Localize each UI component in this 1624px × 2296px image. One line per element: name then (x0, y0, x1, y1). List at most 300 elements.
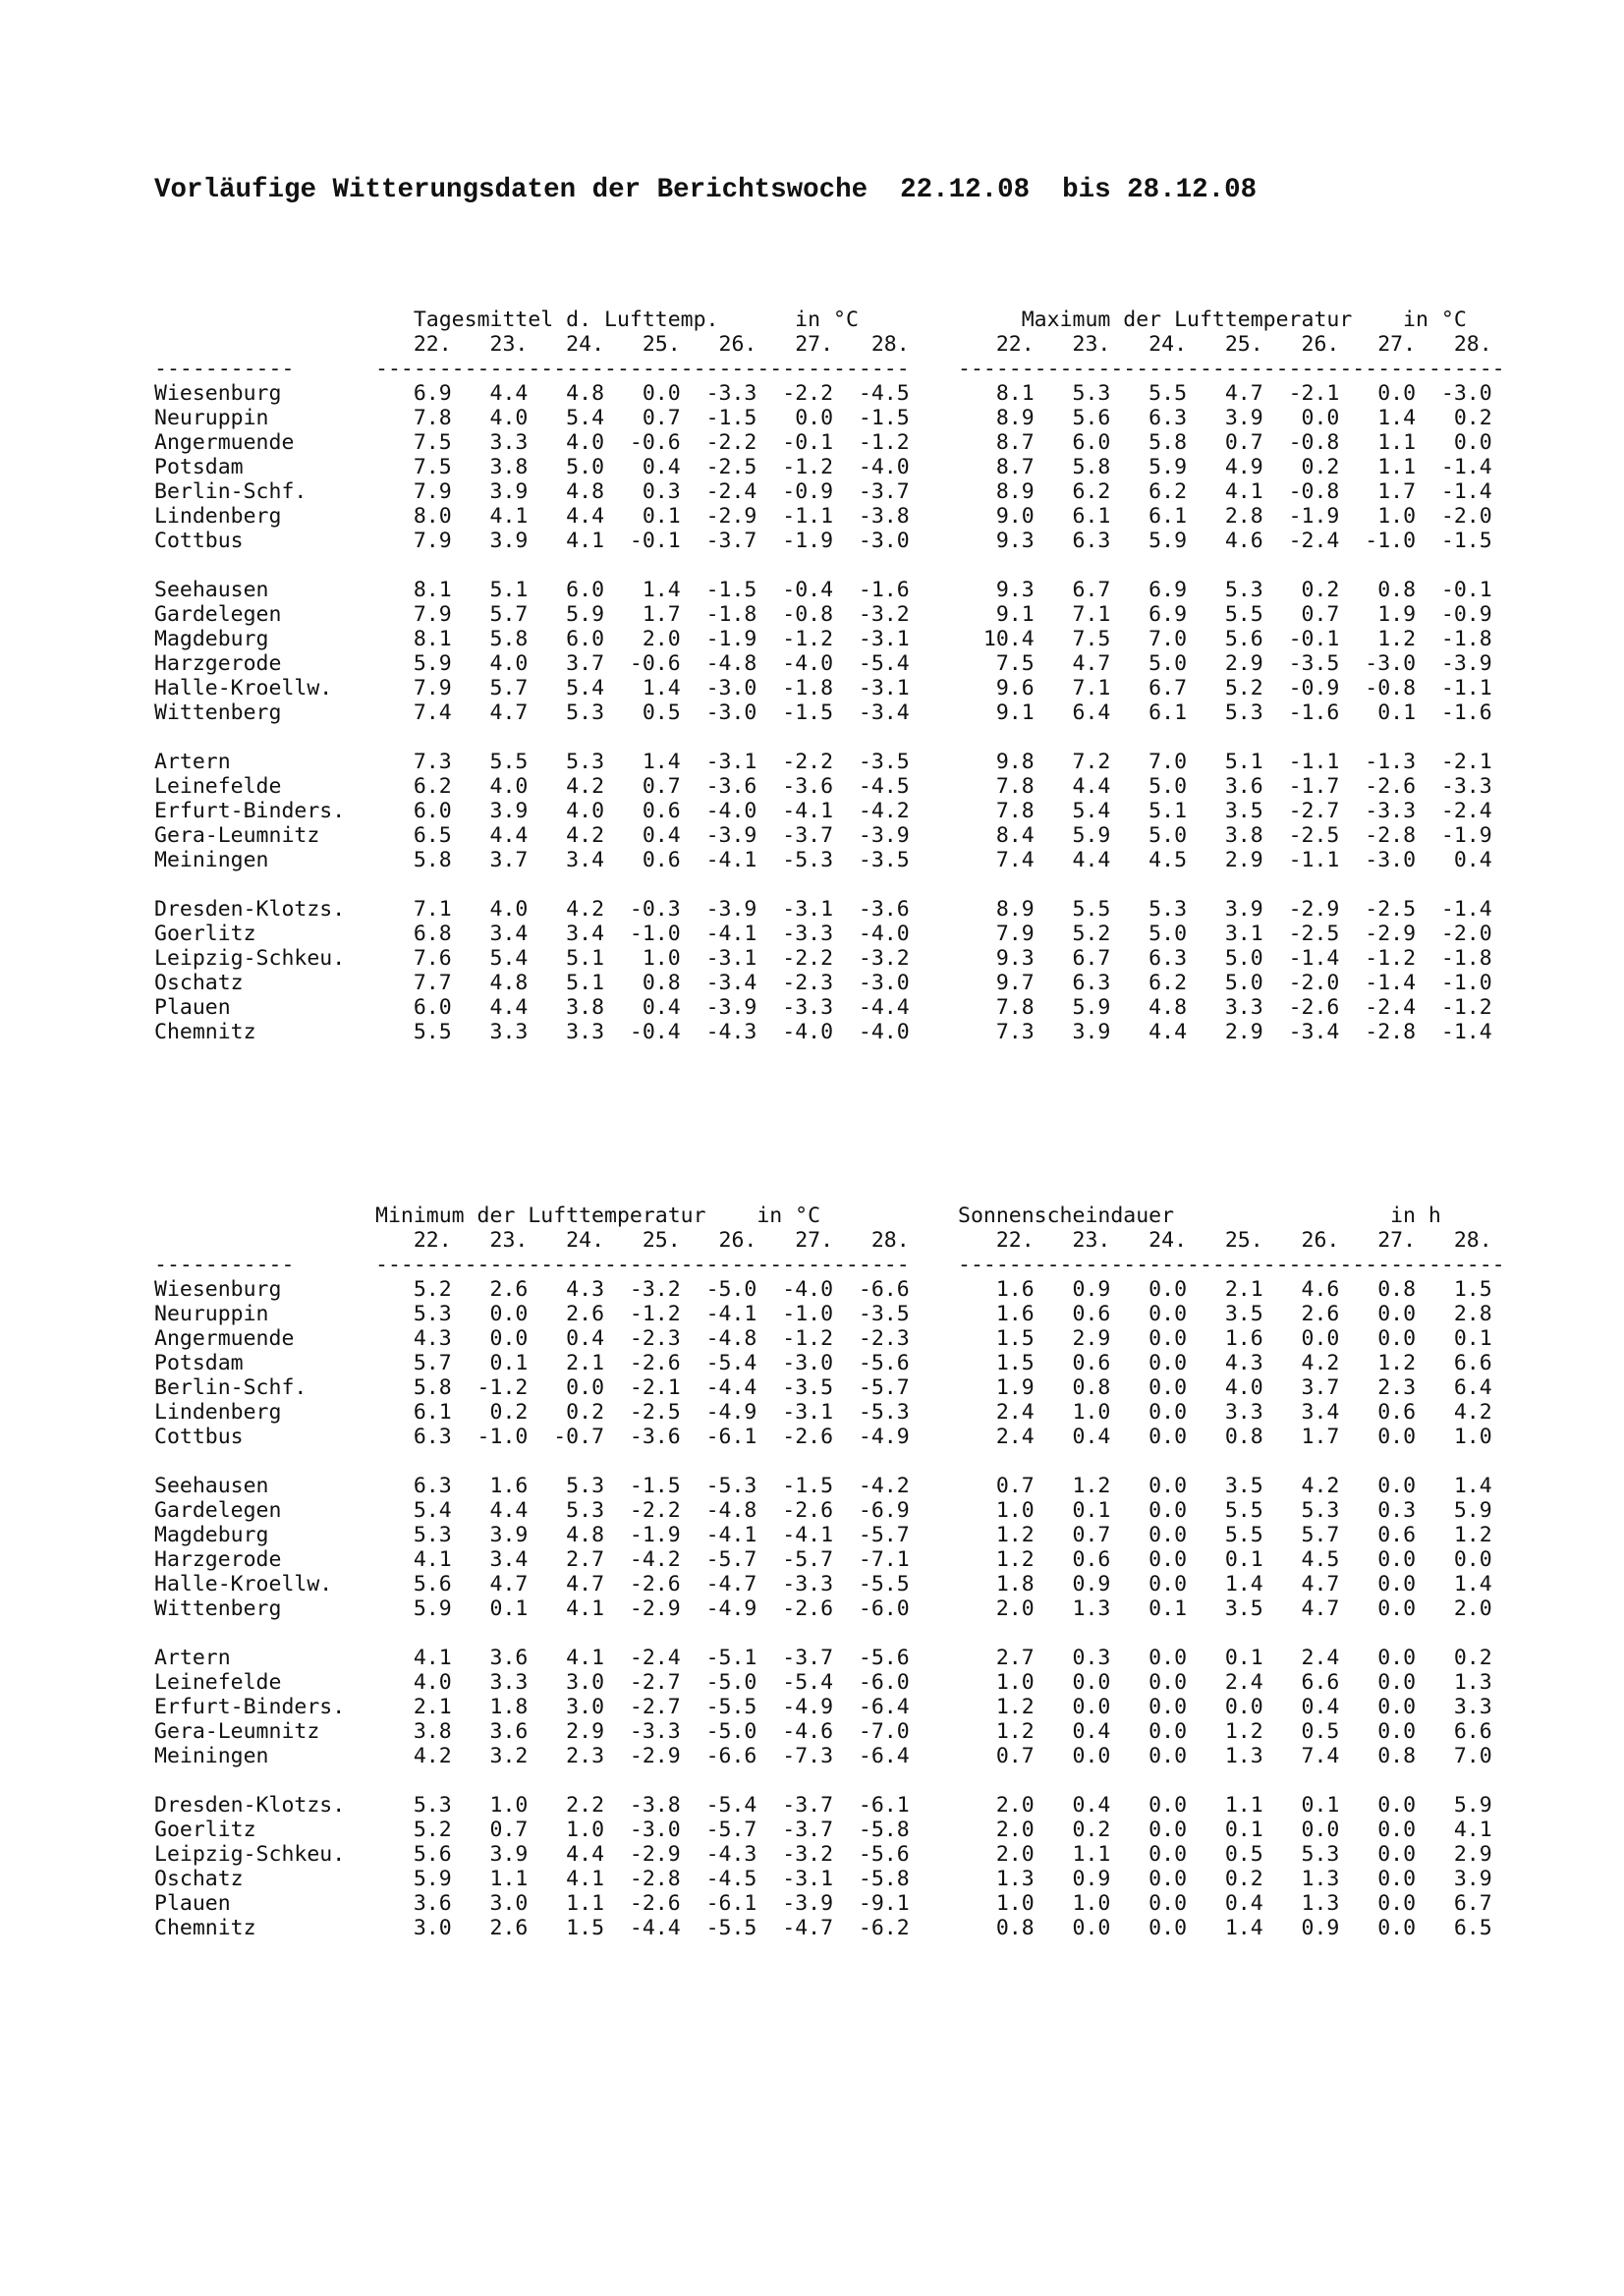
mean-value: -3.8 (833, 504, 910, 529)
sun-value: 0.0 (1110, 1719, 1188, 1744)
sun-value: 1.0 (958, 1670, 1035, 1695)
max-value: 5.0 (1110, 922, 1188, 946)
max-value: -3.3 (1416, 774, 1492, 799)
mean-value: 7.9 (375, 602, 452, 627)
mean-value: -2.2 (756, 381, 834, 406)
sun-value: 0.0 (1110, 1351, 1188, 1375)
max-value: -2.9 (1339, 922, 1417, 946)
max-value: -0.8 (1339, 676, 1417, 700)
sun-value: 0.0 (1110, 1523, 1188, 1547)
station-name: Plauen (154, 995, 231, 1020)
mean-value: -4.0 (833, 922, 910, 946)
mean-value: 1.0 (604, 946, 681, 971)
sun-value: 0.0 (1110, 1891, 1188, 1916)
sun-value: 0.0 (1110, 1498, 1188, 1523)
mean-value: 6.0 (528, 627, 605, 651)
sun-value: 6.4 (1416, 1375, 1492, 1400)
max-value: 0.2 (1262, 578, 1340, 602)
min-value: 0.2 (528, 1400, 605, 1425)
sun-value: 1.4 (1187, 1572, 1263, 1596)
min-value: 4.8 (528, 1523, 605, 1547)
sun-value: 0.0 (1034, 1916, 1111, 1940)
max-value: 3.8 (1187, 823, 1263, 848)
mean-value: 5.7 (451, 676, 529, 700)
max-value: 0.2 (1416, 406, 1492, 430)
min-value: -5.8 (833, 1867, 910, 1891)
min-value: -4.0 (756, 1277, 834, 1302)
sun-value: 0.0 (1110, 1400, 1188, 1425)
sun-value: 0.8 (1339, 1744, 1417, 1768)
max-value: 2.8 (1187, 504, 1263, 529)
mean-value: 4.4 (451, 823, 529, 848)
sun-value: 2.0 (1416, 1596, 1492, 1621)
min-value: -4.6 (756, 1719, 834, 1744)
sun-value: 2.8 (1416, 1302, 1492, 1326)
max-value: 4.1 (1187, 479, 1263, 504)
max-value: -1.8 (1416, 627, 1492, 651)
sun-value: 2.4 (958, 1425, 1035, 1449)
sun-value: 1.4 (1187, 1916, 1263, 1940)
mean-value: 0.4 (604, 455, 681, 479)
max-value: 5.1 (1110, 799, 1188, 823)
mean-value: -0.9 (756, 479, 834, 504)
min-value: -3.7 (756, 1793, 834, 1818)
sun-value: 0.6 (1034, 1351, 1111, 1375)
max-value: 7.8 (958, 995, 1035, 1020)
max-value: -1.2 (1416, 995, 1492, 1020)
day-header: 22. (958, 332, 1035, 357)
mean-value: 5.7 (451, 602, 529, 627)
station-name: Neuruppin (154, 1302, 269, 1326)
mean-value: 4.8 (451, 971, 529, 995)
station-name: Potsdam (154, 1351, 244, 1375)
min-value: -3.8 (604, 1793, 681, 1818)
min-value: 2.6 (451, 1916, 529, 1940)
min-value: -5.5 (680, 1695, 757, 1719)
sun-value: 1.6 (958, 1277, 1035, 1302)
mean-value: 5.4 (528, 676, 605, 700)
mean-value: 6.2 (375, 774, 452, 799)
min-value: -1.2 (604, 1302, 681, 1326)
mean-value: -3.5 (833, 848, 910, 872)
sun-value: 1.2 (1339, 1351, 1417, 1375)
sun-value: 0.0 (1110, 1326, 1188, 1351)
max-value: 1.2 (1339, 627, 1417, 651)
mean-value: 3.9 (451, 799, 529, 823)
min-value: -5.4 (756, 1670, 834, 1695)
mean-value: -3.9 (833, 823, 910, 848)
min-value: -5.0 (680, 1277, 757, 1302)
station-name: Goerlitz (154, 922, 256, 946)
sun-value: 1.0 (958, 1891, 1035, 1916)
mean-value: 4.2 (528, 774, 605, 799)
mean-value: 0.7 (604, 774, 681, 799)
sun-value: 6.7 (1416, 1891, 1492, 1916)
min-value: 5.2 (375, 1818, 452, 1842)
max-value: 6.7 (1034, 578, 1111, 602)
min-value: -5.4 (680, 1793, 757, 1818)
min-value: -4.9 (833, 1425, 910, 1449)
mean-value: -3.1 (756, 897, 834, 922)
max-value: -1.5 (1416, 529, 1492, 553)
sun-value: 3.9 (1416, 1867, 1492, 1891)
max-value: -1.4 (1416, 455, 1492, 479)
mean-value: -3.2 (833, 946, 910, 971)
station-name: Lindenberg (154, 504, 282, 529)
mean-value: -3.6 (756, 774, 834, 799)
min-value: -7.3 (756, 1744, 834, 1768)
sun-value: 0.0 (1110, 1572, 1188, 1596)
min-value: 5.3 (375, 1793, 452, 1818)
max-value: 9.1 (958, 602, 1035, 627)
max-value: -1.4 (1339, 971, 1417, 995)
max-value: -2.1 (1262, 381, 1340, 406)
sun-value: 0.0 (1110, 1818, 1188, 1842)
sun-value: 0.0 (1187, 1695, 1263, 1719)
min-value: 1.0 (451, 1793, 529, 1818)
max-value: -2.6 (1339, 774, 1417, 799)
mean-value: 7.4 (375, 700, 452, 725)
max-value: 7.5 (1034, 627, 1111, 651)
sun-value: 0.0 (1110, 1302, 1188, 1326)
sun-value: 6.6 (1416, 1719, 1492, 1744)
station-names-bottom (154, 1204, 345, 1940)
max-value: 8.9 (958, 406, 1035, 430)
sun-value: 1.5 (958, 1326, 1035, 1351)
mean-value: -0.8 (756, 602, 834, 627)
max-value: 5.9 (1110, 455, 1188, 479)
max-value: 7.2 (1034, 750, 1111, 774)
max-value: 6.2 (1034, 479, 1111, 504)
sun-value: 4.3 (1187, 1351, 1263, 1375)
sun-value: 0.0 (1416, 1547, 1492, 1572)
max-value: -2.1 (1416, 750, 1492, 774)
day-header: 28. (1416, 1228, 1492, 1253)
min-value: 5.3 (528, 1498, 605, 1523)
max-value: 6.2 (1110, 479, 1188, 504)
station-name: Goerlitz (154, 1818, 256, 1842)
min-value: 3.6 (451, 1719, 529, 1744)
min-value: 4.3 (528, 1277, 605, 1302)
max-value: 2.9 (1187, 848, 1263, 872)
min-value: -1.9 (604, 1523, 681, 1547)
mean-value: -1.8 (680, 602, 757, 627)
sun-value: 0.1 (1187, 1818, 1263, 1842)
sun-value: 0.0 (1339, 1670, 1417, 1695)
max-value: 6.1 (1034, 504, 1111, 529)
mean-value: 4.1 (528, 529, 605, 553)
station-name: Gera-Leumnitz (154, 823, 320, 848)
sun-value: 0.0 (1339, 1695, 1417, 1719)
day-header: 24. (528, 1228, 605, 1253)
max-value: 4.7 (1187, 381, 1263, 406)
min-value: 5.4 (375, 1498, 452, 1523)
mean-value: 0.8 (604, 971, 681, 995)
min-value: -2.3 (833, 1326, 910, 1351)
max-value: 0.7 (1187, 430, 1263, 455)
mean-value: -3.9 (680, 995, 757, 1020)
max-value: 5.6 (1034, 406, 1111, 430)
min-value: -3.3 (604, 1719, 681, 1744)
min-value: 3.0 (451, 1891, 529, 1916)
mean-value: -1.5 (756, 700, 834, 725)
min-value: 6.1 (375, 1400, 452, 1425)
max-value: -2.0 (1262, 971, 1340, 995)
max-value: 7.8 (958, 799, 1035, 823)
station-name: Cottbus (154, 1425, 244, 1449)
max-value: 5.9 (1034, 823, 1111, 848)
sun-value: 1.2 (1187, 1719, 1263, 1744)
sun-value: 0.0 (1339, 1719, 1417, 1744)
sun-value: 0.4 (1262, 1695, 1340, 1719)
mean-value: 0.6 (604, 799, 681, 823)
mean-value: 6.0 (528, 578, 605, 602)
mean-value: -2.5 (680, 455, 757, 479)
sun-value: 2.0 (958, 1793, 1035, 1818)
sun-value: 0.7 (958, 1474, 1035, 1498)
max-value: -2.5 (1262, 922, 1340, 946)
max-value: -2.4 (1262, 529, 1340, 553)
mean-value: -3.2 (833, 602, 910, 627)
max-value: 5.0 (1110, 651, 1188, 676)
min-value: 3.4 (451, 1547, 529, 1572)
station-name: Artern (154, 750, 231, 774)
min-value: 2.6 (451, 1277, 529, 1302)
mean-value: -5.3 (756, 848, 834, 872)
min-value: -2.5 (604, 1400, 681, 1425)
mean-value: 4.4 (451, 995, 529, 1020)
max-value: 5.4 (1034, 799, 1111, 823)
sun-value: 0.0 (1339, 1547, 1417, 1572)
mean-value: -0.6 (604, 651, 681, 676)
station-name: Gera-Leumnitz (154, 1719, 320, 1744)
sun-value: 0.0 (1339, 1867, 1417, 1891)
mean-value: -3.0 (680, 676, 757, 700)
min-value: -4.4 (680, 1375, 757, 1400)
max-value: 6.3 (1034, 529, 1111, 553)
mean-value: 7.3 (375, 750, 452, 774)
max-value: 9.3 (958, 529, 1035, 553)
max-value: 5.3 (1187, 578, 1263, 602)
min-value: -2.6 (604, 1891, 681, 1916)
mean-value: 0.4 (604, 823, 681, 848)
mean-value: 8.0 (375, 504, 452, 529)
max-value: 7.5 (958, 651, 1035, 676)
max-value: 5.9 (1034, 995, 1111, 1020)
min-value: -5.4 (680, 1351, 757, 1375)
min-value: 1.6 (451, 1474, 529, 1498)
day-header: 28. (833, 1228, 910, 1253)
day-header: 27. (756, 1228, 834, 1253)
max-value: 5.0 (1110, 823, 1188, 848)
max-value: 6.7 (1110, 676, 1188, 700)
max-value: -1.1 (1262, 750, 1340, 774)
mean-value: -3.1 (833, 676, 910, 700)
min-value: -3.3 (756, 1572, 834, 1596)
max-value: 5.3 (1034, 381, 1111, 406)
station-name: Wittenberg (154, 700, 282, 725)
station-name: Magdeburg (154, 627, 269, 651)
min-value: -7.1 (833, 1547, 910, 1572)
max-value: -0.8 (1262, 479, 1340, 504)
max-value: 1.4 (1339, 406, 1417, 430)
max-value: 5.0 (1110, 774, 1188, 799)
max-value: 5.3 (1187, 700, 1263, 725)
min-value: -4.9 (680, 1596, 757, 1621)
max-value: 0.0 (1262, 406, 1340, 430)
max-value: -2.5 (1339, 897, 1417, 922)
max-value: 5.3 (1110, 897, 1188, 922)
mean-value: 0.0 (756, 406, 834, 430)
station-name: Magdeburg (154, 1523, 269, 1547)
min-value: 4.1 (375, 1646, 452, 1670)
mean-value: 8.1 (375, 627, 452, 651)
min-value: 5.2 (375, 1277, 452, 1302)
sun-value: 0.0 (1110, 1547, 1188, 1572)
min-value: 1.1 (451, 1867, 529, 1891)
mean-table-header: Tagesmittel d. Lufttemp. in °C (413, 308, 859, 332)
sun-value: 1.0 (1416, 1425, 1492, 1449)
sun-value: 0.0 (1110, 1916, 1188, 1940)
max-value: 4.5 (1110, 848, 1188, 872)
sun-value: 2.1 (1187, 1277, 1263, 1302)
station-name: Meiningen (154, 848, 269, 872)
mean-value: 3.7 (451, 848, 529, 872)
mean-value: -1.2 (756, 455, 834, 479)
mean-temperature-table (375, 308, 910, 1044)
max-value: 7.9 (958, 922, 1035, 946)
min-value: -2.6 (756, 1425, 834, 1449)
mean-value: -1.0 (604, 922, 681, 946)
max-value: -3.5 (1262, 651, 1340, 676)
sun-value: 0.7 (1034, 1523, 1111, 1547)
mean-value: -1.5 (680, 578, 757, 602)
mean-value: 3.3 (451, 1020, 529, 1044)
max-value: -2.0 (1416, 922, 1492, 946)
max-value: 0.8 (1339, 578, 1417, 602)
min-value: 4.1 (528, 1596, 605, 1621)
min-value: -5.0 (680, 1719, 757, 1744)
min-value: -5.5 (680, 1916, 757, 1940)
min-value: -1.5 (756, 1474, 834, 1498)
sun-value: 0.0 (1339, 1916, 1417, 1940)
mean-value: -4.0 (680, 799, 757, 823)
mean-value: 3.8 (528, 995, 605, 1020)
max-value: 5.6 (1187, 627, 1263, 651)
sun-value: 3.5 (1187, 1474, 1263, 1498)
mean-value: -3.0 (833, 971, 910, 995)
mean-value: 1.4 (604, 750, 681, 774)
min-value: 5.6 (375, 1842, 452, 1867)
mean-value: 3.9 (451, 529, 529, 553)
max-value: 4.4 (1034, 848, 1111, 872)
max-value: 8.1 (958, 381, 1035, 406)
mean-value: -1.5 (833, 406, 910, 430)
max-value: 0.4 (1416, 848, 1492, 872)
sun-value: 4.7 (1262, 1596, 1340, 1621)
station-name: Dresden-Klotzs. (154, 1793, 346, 1818)
mean-value: 2.0 (604, 627, 681, 651)
sun-value: 0.0 (1339, 1474, 1417, 1498)
day-header: 22. (375, 1228, 452, 1253)
day-header: 25. (604, 1228, 681, 1253)
min-value: 3.0 (528, 1670, 605, 1695)
sun-value: 0.0 (1339, 1425, 1417, 1449)
mean-value: 0.5 (604, 700, 681, 725)
sun-value: 3.3 (1187, 1400, 1263, 1425)
max-value: -3.3 (1339, 799, 1417, 823)
max-value: -1.0 (1416, 971, 1492, 995)
max-value: 0.0 (1339, 381, 1417, 406)
sun-value: 0.9 (1262, 1916, 1340, 1940)
min-value: 0.0 (451, 1326, 529, 1351)
sun-value: 1.6 (1187, 1326, 1263, 1351)
mean-value: -3.4 (680, 971, 757, 995)
day-header: 22. (958, 1228, 1035, 1253)
station-name: Wiesenburg (154, 381, 282, 406)
station-name: Erfurt-Binders. (154, 1695, 346, 1719)
min-value: -4.8 (680, 1326, 757, 1351)
min-value: -6.0 (833, 1596, 910, 1621)
max-value: 7.1 (1034, 676, 1111, 700)
min-value: 0.4 (528, 1326, 605, 1351)
sun-value: 1.0 (958, 1498, 1035, 1523)
min-value: -4.5 (680, 1867, 757, 1891)
mean-value: -4.1 (756, 799, 834, 823)
sun-value: 2.0 (958, 1818, 1035, 1842)
mean-value: -2.2 (756, 750, 834, 774)
mean-value: 3.3 (451, 430, 529, 455)
page-title: Vorläufige Witterungsdaten der Berichtswoche 22.12.08 bis 28.12.08 (154, 175, 1258, 205)
max-value: 7.8 (958, 774, 1035, 799)
mean-value: 5.8 (375, 848, 452, 872)
station-name: Berlin-Schf. (154, 479, 308, 504)
min-value: -1.0 (451, 1425, 529, 1449)
sun-value: 7.0 (1416, 1744, 1492, 1768)
day-header: 27. (1339, 1228, 1417, 1253)
max-value: 3.3 (1187, 995, 1263, 1020)
max-value: 8.7 (958, 455, 1035, 479)
min-value: 2.7 (528, 1547, 605, 1572)
min-value: -5.3 (833, 1400, 910, 1425)
mean-value: 4.0 (528, 430, 605, 455)
mean-value: -1.8 (756, 676, 834, 700)
mean-value: -3.6 (680, 774, 757, 799)
mean-value: 7.9 (375, 479, 452, 504)
mean-value: 7.8 (375, 406, 452, 430)
min-value: -4.9 (680, 1400, 757, 1425)
sun-value: 0.0 (1339, 1842, 1417, 1867)
mean-value: 5.1 (451, 578, 529, 602)
sun-value: 4.6 (1262, 1277, 1340, 1302)
min-value: -4.4 (604, 1916, 681, 1940)
mean-value: 4.0 (451, 651, 529, 676)
sun-value: 0.1 (1034, 1498, 1111, 1523)
min-value: -2.7 (604, 1695, 681, 1719)
sun-value: 0.8 (958, 1916, 1035, 1940)
mean-value: 7.7 (375, 971, 452, 995)
max-value: 3.5 (1187, 799, 1263, 823)
mean-value: 1.4 (604, 676, 681, 700)
min-value: -5.7 (680, 1547, 757, 1572)
min-value: -4.1 (756, 1523, 834, 1547)
station-name: Neuruppin (154, 406, 269, 430)
sun-value: 0.0 (1110, 1646, 1188, 1670)
mean-value: -0.6 (604, 430, 681, 455)
mean-value: -3.9 (680, 823, 757, 848)
min-value: -1.5 (604, 1474, 681, 1498)
max-value: -2.8 (1339, 1020, 1417, 1044)
